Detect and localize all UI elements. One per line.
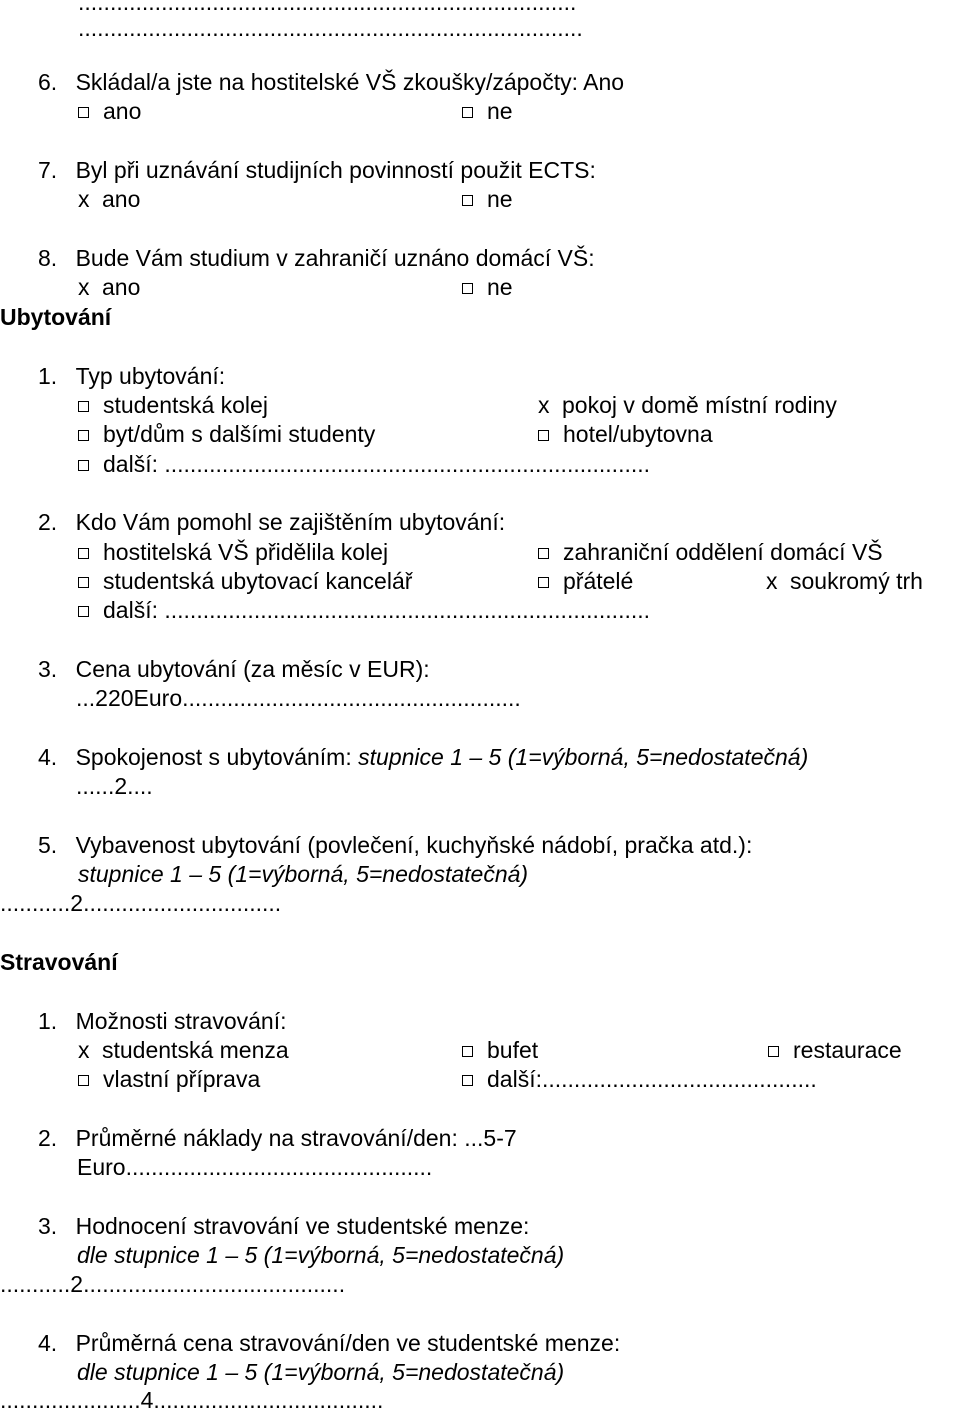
question-text: Kdo Vám pomohl se zajištěním ubytování: [75, 509, 506, 535]
question-number: 1. [38, 363, 58, 389]
question-cena [38, 655, 430, 683]
option-dalsi[interactable] [78, 450, 650, 478]
option-ne[interactable] [462, 97, 513, 125]
checkbox-icon[interactable] [78, 577, 89, 588]
option-label: hostitelská VŠ přidělila kolej [103, 539, 389, 565]
option-label: studentská ubytovací kancelář [103, 568, 413, 594]
option-ano[interactable] [78, 97, 141, 125]
checkbox-icon[interactable] [462, 195, 473, 206]
option-dalsi[interactable] [78, 596, 650, 624]
question-text: Skládal/a jste na hostitelské VŠ zkoušky/zápočty: Ano [75, 69, 625, 95]
option-label: přátelé [563, 568, 634, 594]
checkbox-icon[interactable] [462, 1046, 473, 1057]
checkbox-icon[interactable] [538, 577, 549, 588]
option-bufet[interactable] [462, 1036, 538, 1064]
question-vybavenost [38, 831, 752, 859]
checkbox-icon[interactable] [538, 548, 549, 559]
question-text: Typ ubytování: [75, 363, 226, 389]
answer-dots-line: ............................................................................... [78, 15, 583, 41]
answer-cena[interactable]: ...220Euro..................................................... [76, 685, 521, 711]
option-studentska-kolej[interactable] [78, 391, 268, 419]
checked-mark[interactable]: x [78, 274, 90, 300]
option-label: zahraniční oddělení domácí VŠ [563, 539, 883, 565]
option-label: restaurace [793, 1037, 902, 1063]
checkbox-icon[interactable] [462, 107, 473, 118]
option-label: ne [487, 186, 513, 212]
option-soukromy-trh[interactable] [766, 567, 923, 595]
answer-vybavenost[interactable]: ...........2............................... [0, 890, 282, 916]
question-number: 3. [38, 656, 58, 682]
question-number: 7. [38, 157, 58, 183]
checked-mark[interactable]: x [78, 1037, 90, 1063]
option-restaurace[interactable] [768, 1036, 902, 1064]
option-vlastni-priprava[interactable] [78, 1065, 260, 1093]
checked-mark[interactable]: x [78, 186, 90, 212]
checkbox-icon[interactable] [78, 401, 89, 412]
question-spokojenost [38, 743, 808, 771]
answer-spokojenost[interactable]: ......2.... [76, 773, 153, 799]
question-text: Spokojenost s ubytováním: [75, 744, 352, 770]
question-number: 2. [38, 1125, 58, 1151]
question-kdo-pomohl [38, 508, 505, 536]
option-studentska-menza[interactable] [78, 1036, 289, 1064]
option-ne[interactable] [462, 185, 513, 213]
checkbox-icon[interactable] [768, 1046, 779, 1057]
option-pokoj[interactable] [538, 391, 837, 419]
question-text: Možnosti stravování: [75, 1008, 287, 1034]
question-number: 1. [38, 1008, 58, 1034]
answer-dots-line: .............................................................................. [78, 0, 577, 15]
option-label: ne [487, 98, 513, 124]
question-text: Vybavenost ubytování (povlečení, kuchyňské nádobí, pračka atd.): [75, 832, 753, 858]
rating-scale: dle stupnice 1 – 5 (1=výborná, 5=nedostatečná) [77, 1359, 565, 1385]
checkbox-icon[interactable] [78, 606, 89, 617]
option-byt[interactable] [78, 420, 375, 448]
question-number: 8. [38, 245, 58, 271]
checked-mark[interactable]: x [766, 568, 778, 594]
option-label: soukromý trh [790, 568, 923, 594]
option-kancelar[interactable] [78, 567, 412, 595]
option-label: pokoj v domě místní rodiny [562, 392, 837, 418]
question-text: Byl při uznávání studijních povinností použit ECTS: [75, 157, 596, 183]
question-number: 5. [38, 832, 58, 858]
option-label: studentská kolej [103, 392, 268, 418]
option-label: ano [103, 98, 142, 124]
checkbox-icon[interactable] [78, 430, 89, 441]
question-hodnoceni-menzy [38, 1212, 529, 1240]
question-6 [38, 68, 624, 96]
question-text: Průměrná cena stravování/den ve studentské menze: [75, 1330, 621, 1356]
option-ne[interactable] [462, 273, 513, 301]
option-ano[interactable] [78, 273, 140, 301]
rating-scale: stupnice 1 – 5 (1=výborná, 5=nedostatečná) [358, 744, 809, 770]
option-label: bufet [487, 1037, 539, 1063]
question-8 [38, 244, 595, 272]
checkbox-icon[interactable] [462, 283, 473, 294]
option-label: další: ............................................................................ [103, 597, 651, 623]
checkbox-icon[interactable] [78, 548, 89, 559]
question-number: 4. [38, 1330, 58, 1356]
question-number: 3. [38, 1213, 58, 1239]
checkbox-icon[interactable] [78, 107, 89, 118]
option-label: hotel/ubytovna [563, 421, 713, 447]
rating-scale: dle stupnice 1 – 5 (1=výborná, 5=nedostatečná) [77, 1242, 565, 1268]
checkbox-icon[interactable] [538, 430, 549, 441]
question-text: Bude Vám studium v zahraničí uznáno domácí VŠ: [75, 245, 595, 271]
option-label: ne [487, 274, 513, 300]
question-number: 6. [38, 69, 58, 95]
option-label: studentská menza [102, 1037, 289, 1063]
question-number: 4. [38, 744, 58, 770]
checkbox-icon[interactable] [462, 1075, 473, 1086]
option-label: ano [102, 186, 141, 212]
option-zahranicni[interactable] [538, 538, 883, 566]
option-label: další: ............................................................................ [103, 451, 651, 477]
option-dalsi[interactable] [462, 1065, 817, 1093]
question-text: Cena ubytování (za měsíc v EUR): [75, 656, 430, 682]
question-text: Hodnocení stravování ve studentské menze: [75, 1213, 530, 1239]
option-ano[interactable] [78, 185, 140, 213]
question-7 [38, 156, 596, 184]
option-label: ano [102, 274, 141, 300]
option-pratele[interactable] [538, 567, 633, 595]
question-number: 2. [38, 509, 58, 535]
question-moznosti-stravovani [38, 1007, 287, 1035]
option-label: další:........................................... [487, 1066, 817, 1092]
answer-hodnoceni-menzy[interactable]: ...........2......................................... [0, 1271, 346, 1297]
answer-cena-menzy[interactable]: ......................4.................................... [0, 1387, 384, 1413]
section-heading-stravovani: Stravování [0, 949, 118, 975]
option-hotel[interactable] [538, 420, 713, 448]
question-cena-menzy [38, 1329, 620, 1357]
question-text: Průměrné náklady na stravování/den: ...5-7 [75, 1125, 517, 1151]
answer-naklady[interactable]: Euro................................................ [77, 1154, 433, 1180]
option-label: vlastní příprava [103, 1066, 261, 1092]
question-typ-ubytovani [38, 362, 225, 390]
checkbox-icon[interactable] [78, 1075, 89, 1086]
checkbox-icon[interactable] [78, 460, 89, 471]
rating-scale: stupnice 1 – 5 (1=výborná, 5=nedostatečná) [78, 861, 529, 887]
section-heading-ubytovani: Ubytování [0, 304, 112, 330]
checked-mark[interactable]: x [538, 392, 550, 418]
option-hostitelska[interactable] [78, 538, 388, 566]
option-label: byt/dům s dalšími studenty [103, 421, 376, 447]
question-naklady [38, 1124, 517, 1152]
